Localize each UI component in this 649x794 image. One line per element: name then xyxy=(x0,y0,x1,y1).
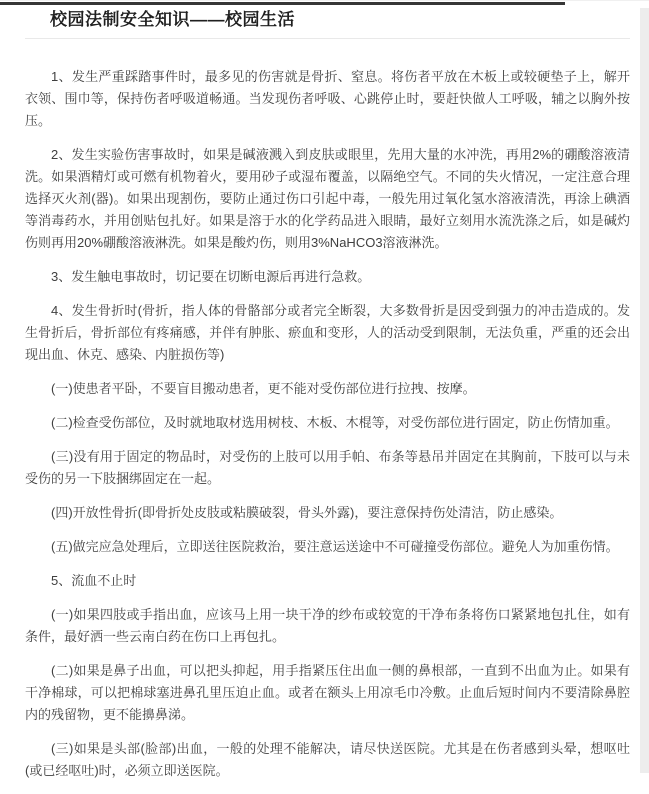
paragraph-8: (四)开放性骨折(即骨折处皮肢或粘膜破裂，骨头外露)，要注意保持伤处清洁，防止感染。 xyxy=(51,505,563,520)
paragraph-11: (一)如果四肢或手指出血，应该马上用一块干净的纱布或较宽的干净布条将伤口紧紧地包扎住，如有条件，最好洒一些云南白药在伤口上再包扎。 xyxy=(25,607,630,644)
paragraph-3: 3、发生触电事故时，切记要在切断电源后再进行急救。 xyxy=(51,269,371,284)
paragraph-7: (三)没有用于固定的物品时，对受伤的上肢可以用手帕、布条等悬吊并固定在其胸前，下肢可以与未受伤的另一下肢捆绑固定在一起。 xyxy=(25,449,630,486)
paragraph-1: 1、发生严重踩踏事件时，最多见的伤害就是骨折、窒息。将伤者平放在木板上或较硬垫子上，解开衣领、围巾等，保持伤者呼吸道畅通。当发现伤者呼吸、心跳停止时，要赶快做人工呼吸，辅之以胸外按压。 xyxy=(25,69,630,128)
paragraph-13: (三)如果是头部(脸部)出血，一般的处理不能解决，请尽快送医院。尤其是在伤者感到头晕，想呕吐(或已经呕吐)时，必须立即送医院。 xyxy=(25,741,630,778)
paragraph-9: (五)做完应急处理后，立即送往医院救治，要注意运送途中不可碰撞受伤部位。避免人为加重伤情。 xyxy=(51,539,619,554)
paragraph-4: 4、发生骨折时(骨折，指人体的骨骼部分或者完全断裂，大多数骨折是因受到强力的冲击造成的。发生骨折后，骨折部位有疼痛感，并伴有肿胀、瘀血和变形，人的活动受到限制，无法负重，严重的还会出现出血、休克、感染、内脏损伤等) xyxy=(25,303,630,362)
page-margin-strip xyxy=(640,8,649,773)
paragraph-5: (一)使患者平卧，不要盲目搬动患者，更不能对受伤部位进行拉拽、按摩。 xyxy=(51,381,476,396)
document-title: 校园法制安全知识——校园生活 xyxy=(50,10,295,29)
paragraph-10: 5、流血不止时 xyxy=(51,573,137,588)
document-body xyxy=(25,39,630,782)
paragraph-6: (二)检查受伤部位，及时就地取材选用树枝、木板、木棍等，对受伤部位进行固定，防止伤情加重。 xyxy=(51,415,619,430)
paragraph-2: 2、发生实验伤害事故时，如果是碱液溅入到皮肤或眼里，先用大量的水冲洗，再用2%的硼酸溶液清洗。如果酒精灯或可燃有机物着火，要用砂子或湿布覆盖，以隔绝空气。不同的失火情况，一定注意合理选择灭火剂(器)。如果出现割伤，要防止通过伤口引起中毒，一般先用过氧化氢水溶液清洗，再涂上碘酒等消毒药水，并用创贴包扎好。如果是溶于水的化学药品进入眼睛，最好立刻用水流洗涤之后，如是碱灼伤则再用20%硼酸溶液淋洗。如果是酸灼伤，则用3%NaHCO3溶液淋洗。 xyxy=(25,147,630,250)
paragraph-12: (二)如果是鼻子出血，可以把头抑起，用手指紧压住出血一侧的鼻根部，一直到不出血为止。如果有干净棉球，可以把棉球塞进鼻孔里压迫止血。或者在额头上用凉毛巾冷敷。止血后短时间内不要清除鼻腔内的残留物，更不能擤鼻涕。 xyxy=(25,663,630,722)
